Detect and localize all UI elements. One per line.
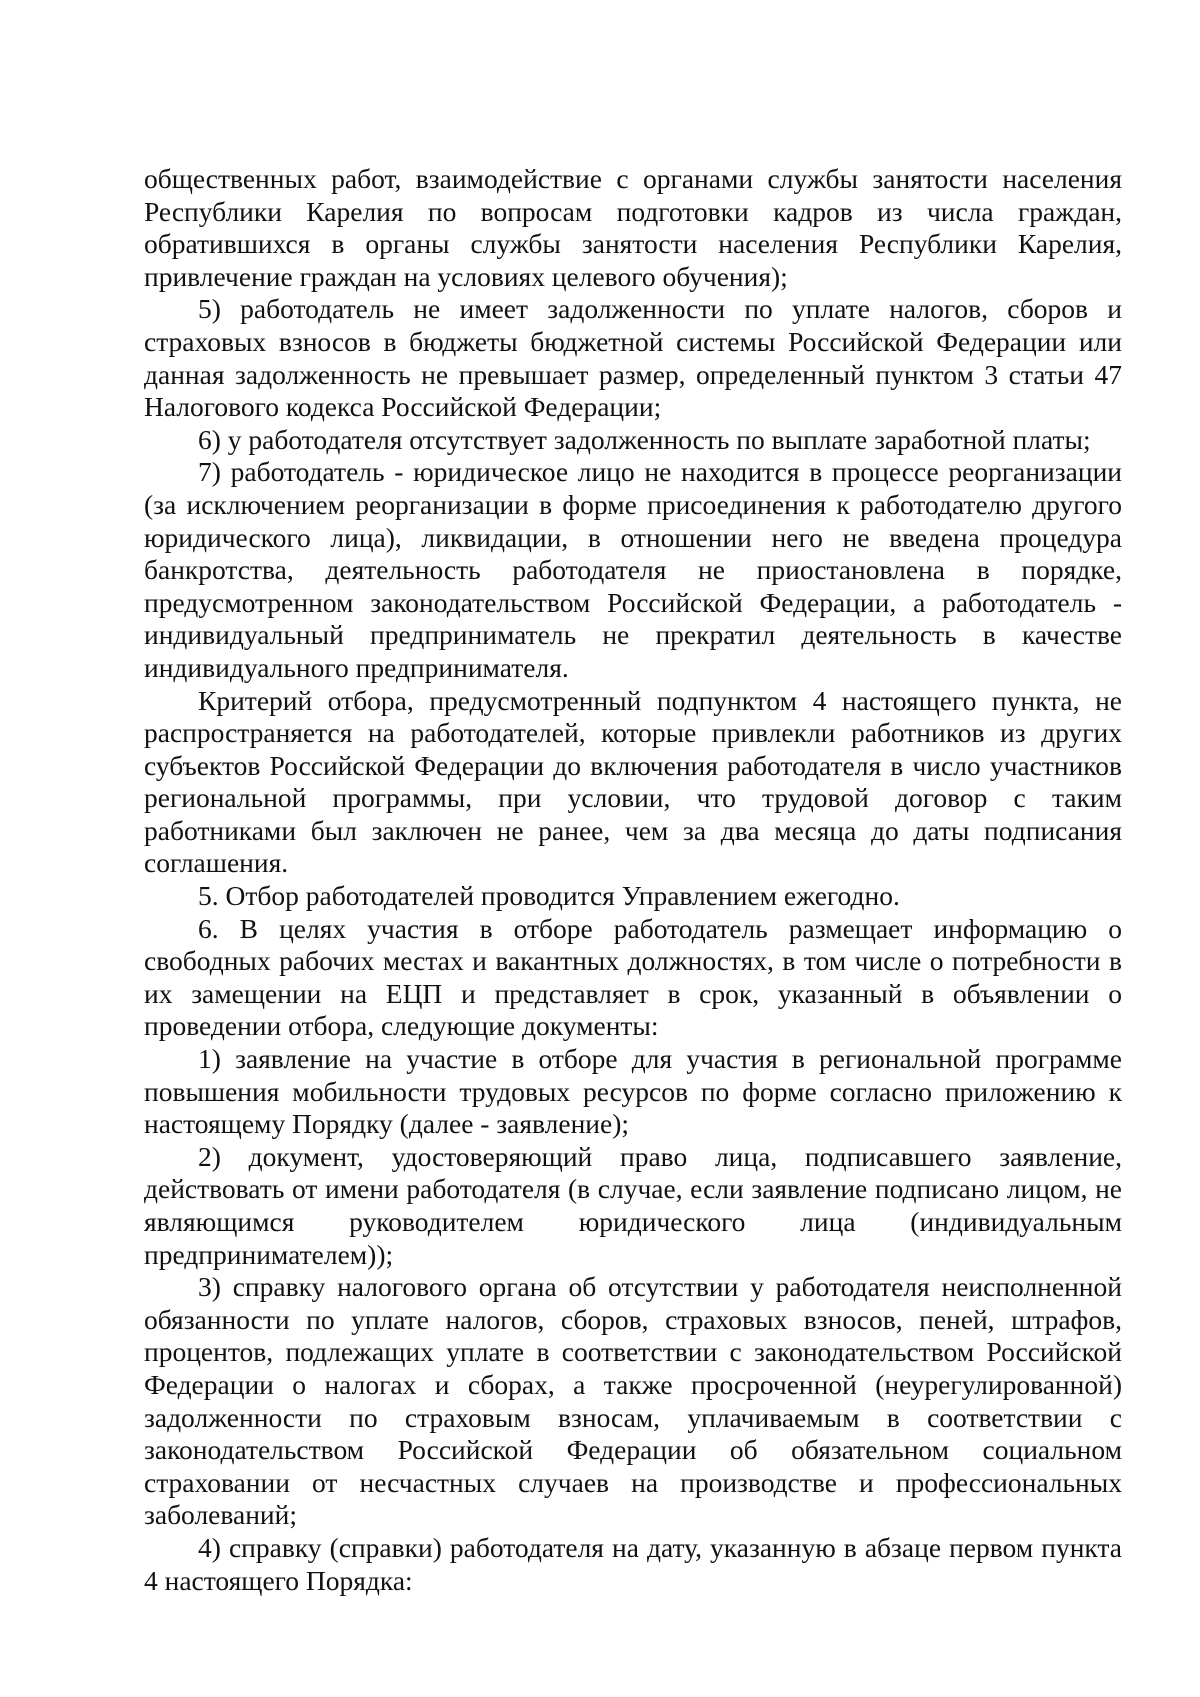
paragraph-continuation: общественных работ, взаимодействие с органами службы занятости населения Республики Карелия по вопросам подготовки кадров из числа граждан, обратившихся в органы службы занятости населения Республики Карелия, привлечение граждан на условиях целевого обучения);: [144, 163, 1122, 292]
paragraph-doc-4: 4) справку (справки) работодателя на дату, указанную в абзаце первом пункта 4 настоящего Порядка:: [144, 1531, 1122, 1596]
paragraph-section-6: 6. В целях участия в отборе работодатель размещает информацию о свободных рабочих местах и вакантных должностях, в том числе о потребности в их замещении на ЕЦП и представляет в срок, указанный в объявлении о проведении отбора, следующие документы:: [144, 912, 1122, 1042]
paragraph-criterion-note: Критерий отбора, предусмотренный подпунктом 4 настоящего пункта, не распространяется на работодателей, которые привлекли работников из других субъектов Российской Федерации до включения работодателя в число участников региональной программы, при условии, что трудовой договор с таким работниками был заключен не ранее, чем за два месяца до даты подписания соглашения.: [144, 684, 1122, 879]
paragraph-doc-2: 2) документ, удостоверяющий право лица, подписавшего заявление, действовать от имени работодателя (в случае, если заявление подписано лицом, не являющимся руководителем юридического лица (индивидуальным предпринимателем));: [144, 1140, 1122, 1270]
paragraph-item-6: 6) у работодателя отсутствует задолженность по выплате заработной платы;: [198, 423, 1091, 455]
paragraph-section-5: 5. Отбор работодателей проводится Управлением ежегодно.: [198, 880, 900, 912]
paragraph-item-7: 7) работодатель - юридическое лицо не находится в процессе реорганизации (за исключением реорганизации в форме присоединения к работодателю другого юридического лица), ликвидации, в отношении него не введена процедура банкротства, деятельность работодателя не приостановлена в порядке, предусмотренном законодательством Российской Федерации, а работодатель - индивидуальный предприниматель не прекратил деятельность в качестве индивидуального предпринимателя.: [144, 456, 1122, 683]
document-body: [144, 163, 1122, 1597]
paragraph-doc-1: 1) заявление на участие в отборе для участия в региональной программе повышения мобильности трудовых ресурсов по форме согласно приложению к настоящему Порядку (далее - заявление);: [144, 1043, 1122, 1140]
paragraph-doc-3: 3) справку налогового органа об отсутствии у работодателя неисполненной обязанности по уплате налогов, сборов, страховых взносов, пеней, штрафов, процентов, подлежащих уплате в соответствии с законодательством Российской Федерации о налогах и сборах, а также просроченной (неурегулированной) задолженности по страховым взносам, уплачиваемым в соответствии с законодательством Российской Федерации об обязательном социальном страховании от несчастных случаев на производстве и профессиональных заболеваний;: [144, 1271, 1122, 1531]
paragraph-item-5: 5) работодатель не имеет задолженности по уплате налогов, сборов и страховых взносов в бюджеты бюджетной системы Российской Федерации или данная задолженность не превышает размер, определенный пунктом 3 статьи 47 Налогового кодекса Российской Федерации;: [144, 293, 1122, 423]
